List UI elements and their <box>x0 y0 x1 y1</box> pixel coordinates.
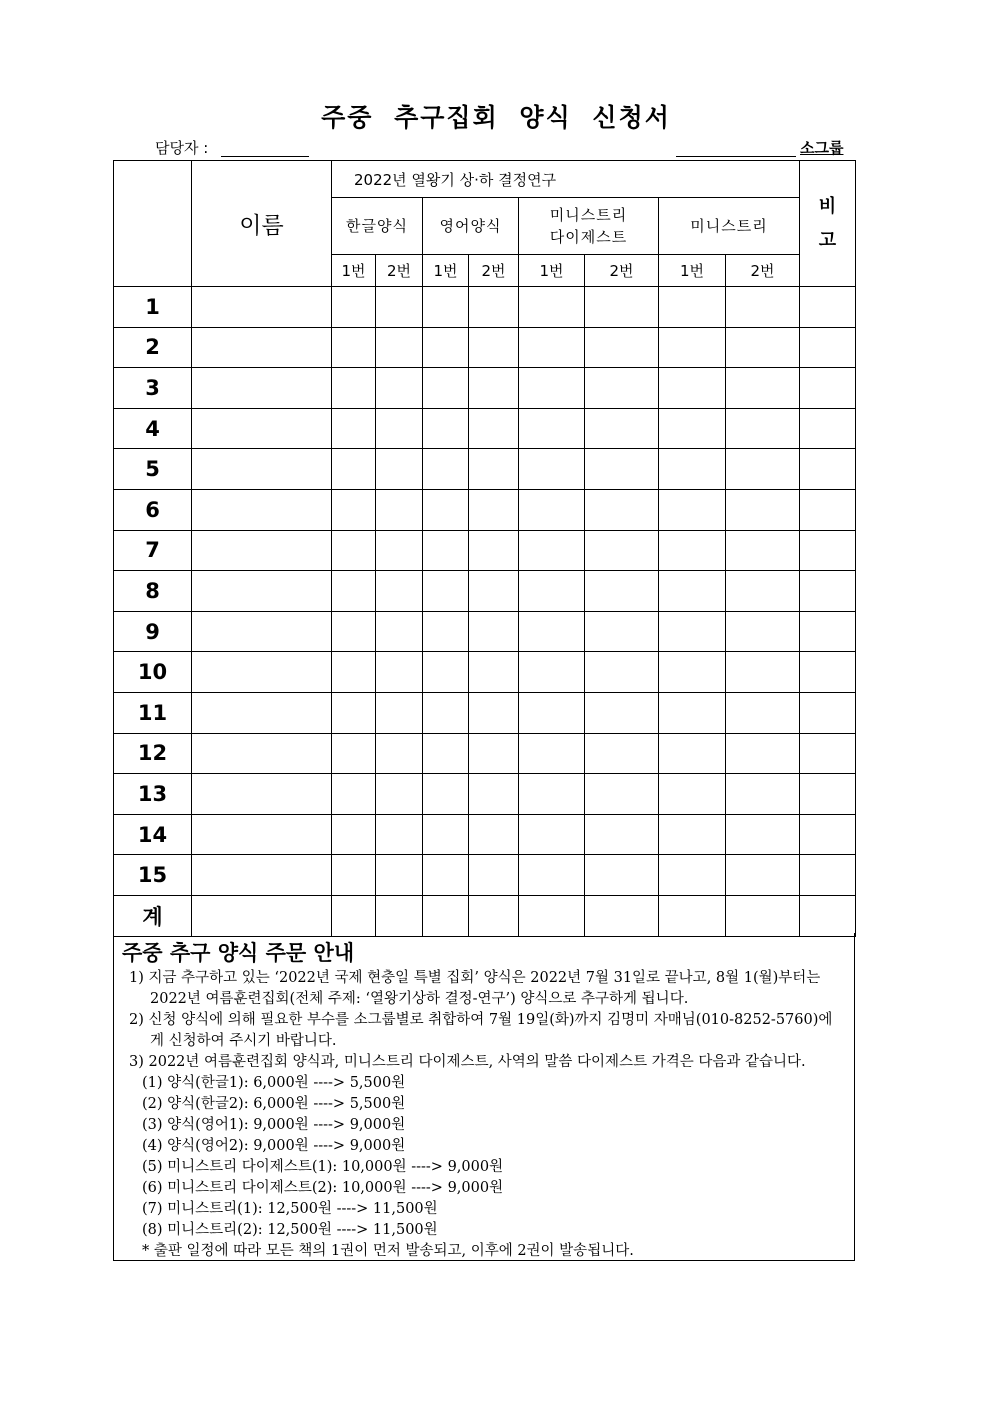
volume-header: 2번 <box>376 255 423 287</box>
name-cell[interactable] <box>192 408 332 449</box>
quantity-cell[interactable] <box>726 571 800 612</box>
quantity-cell[interactable] <box>585 611 659 652</box>
price-line: (8) 미니스트리(2): 12,500원 ----> 11,500원 <box>142 1222 438 1238</box>
order-table <box>113 160 856 937</box>
quantity-cell[interactable] <box>659 733 726 774</box>
table-row <box>114 449 856 490</box>
quantity-cell[interactable] <box>423 408 469 449</box>
quantity-cell[interactable] <box>659 287 726 328</box>
quantity-cell[interactable] <box>423 692 469 733</box>
name-cell[interactable] <box>192 774 332 815</box>
quantity-cell[interactable] <box>376 855 423 896</box>
row-number: 9 <box>114 611 192 652</box>
name-cell[interactable] <box>192 855 332 896</box>
volume-header: 1번 <box>332 255 376 287</box>
quantity-cell[interactable] <box>585 489 659 530</box>
note-cell[interactable] <box>800 692 856 733</box>
note-cell[interactable] <box>800 368 856 409</box>
study-title: 2022년 열왕기 상·하 결정연구 <box>332 161 800 198</box>
quantity-cell[interactable] <box>585 287 659 328</box>
quantity-cell[interactable] <box>659 530 726 571</box>
quantity-cell[interactable] <box>423 327 469 368</box>
quantity-cell[interactable] <box>332 368 376 409</box>
table-row <box>114 652 856 693</box>
quantity-cell[interactable] <box>423 368 469 409</box>
group-header-line: 미니스트리 <box>549 206 628 224</box>
quantity-cell[interactable] <box>376 449 423 490</box>
quantity-cell[interactable] <box>585 571 659 612</box>
volume-header: 2번 <box>726 255 800 287</box>
quantity-cell[interactable] <box>469 327 519 368</box>
row-number: 12 <box>114 733 192 774</box>
row-number: 3 <box>114 368 192 409</box>
quantity-cell[interactable] <box>659 855 726 896</box>
quantity-cell[interactable] <box>469 408 519 449</box>
quantity-cell[interactable] <box>585 733 659 774</box>
quantity-cell[interactable] <box>519 774 585 815</box>
quantity-cell[interactable] <box>469 489 519 530</box>
notice-line: 2022년 여름훈련집회(전체 주제: ‘열왕기상하 결정-연구’) 양식으로 추구하게 됩니다. <box>150 991 689 1007</box>
quantity-cell[interactable] <box>469 855 519 896</box>
row-number: 8 <box>114 571 192 612</box>
row-number: 13 <box>114 774 192 815</box>
manager-label: 담당자 : <box>155 139 209 157</box>
quantity-cell[interactable] <box>332 855 376 896</box>
quantity-cell[interactable] <box>659 327 726 368</box>
volume-header: 2번 <box>469 255 519 287</box>
quantity-cell[interactable] <box>585 814 659 855</box>
table-row <box>114 895 856 936</box>
quantity-cell[interactable] <box>585 855 659 896</box>
name-cell[interactable] <box>192 814 332 855</box>
quantity-cell[interactable] <box>585 652 659 693</box>
quantity-cell[interactable] <box>332 611 376 652</box>
quantity-cell[interactable] <box>519 530 585 571</box>
quantity-cell[interactable] <box>519 327 585 368</box>
table-row <box>114 855 856 896</box>
group-header-korean <box>332 198 423 255</box>
notice-line: 게 신청하여 주시기 바랍니다. <box>150 1033 337 1049</box>
quantity-cell[interactable] <box>659 449 726 490</box>
quantity-cell[interactable] <box>519 368 585 409</box>
name-cell[interactable] <box>192 327 332 368</box>
quantity-cell[interactable] <box>376 408 423 449</box>
table-row <box>114 408 856 449</box>
quantity-cell[interactable] <box>376 652 423 693</box>
quantity-cell[interactable] <box>332 652 376 693</box>
quantity-cell[interactable] <box>469 692 519 733</box>
note-header <box>800 161 856 287</box>
note-cell[interactable] <box>800 733 856 774</box>
quantity-cell[interactable] <box>519 895 585 936</box>
quantity-cell[interactable] <box>423 449 469 490</box>
row-number: 계 <box>114 895 192 936</box>
quantity-cell[interactable] <box>376 611 423 652</box>
table-row <box>114 571 856 612</box>
quantity-cell[interactable] <box>659 774 726 815</box>
quantity-cell[interactable] <box>376 733 423 774</box>
quantity-cell[interactable] <box>376 530 423 571</box>
name-cell[interactable] <box>192 692 332 733</box>
quantity-cell[interactable] <box>332 530 376 571</box>
quantity-cell[interactable] <box>469 895 519 936</box>
price-line: (5) 미니스트리 다이제스트(1): 10,000원 ----> 9,000원 <box>142 1159 504 1175</box>
quantity-cell[interactable] <box>469 449 519 490</box>
quantity-cell[interactable] <box>469 611 519 652</box>
quantity-cell[interactable] <box>726 489 800 530</box>
quantity-cell[interactable] <box>726 652 800 693</box>
volume-header: 1번 <box>519 255 585 287</box>
quantity-cell[interactable] <box>423 571 469 612</box>
row-number: 4 <box>114 408 192 449</box>
row-number: 10 <box>114 652 192 693</box>
group-header-line: 한글양식 <box>346 217 408 235</box>
quantity-cell[interactable] <box>332 449 376 490</box>
quantity-cell[interactable] <box>726 368 800 409</box>
note-cell[interactable] <box>800 571 856 612</box>
quantity-cell[interactable] <box>469 530 519 571</box>
group-label: 소그룹 <box>800 139 844 157</box>
price-line: (6) 미니스트리 다이제스트(2): 10,000원 ----> 9,000원 <box>142 1180 504 1196</box>
group-header-line: 다이제스트 <box>549 228 628 246</box>
price-line: (1) 양식(한글1): 6,000원 ----> 5,500원 <box>142 1075 406 1091</box>
quantity-cell[interactable] <box>726 449 800 490</box>
note-cell[interactable] <box>800 652 856 693</box>
quantity-cell[interactable] <box>585 368 659 409</box>
quantity-cell[interactable] <box>469 287 519 328</box>
quantity-cell[interactable] <box>423 611 469 652</box>
quantity-cell[interactable] <box>585 530 659 571</box>
quantity-cell[interactable] <box>585 449 659 490</box>
quantity-cell[interactable] <box>332 692 376 733</box>
row-number: 14 <box>114 814 192 855</box>
name-cell[interactable] <box>192 449 332 490</box>
name-cell[interactable] <box>192 489 332 530</box>
corner-cell <box>114 161 192 287</box>
name-header: 이름 <box>192 161 332 287</box>
quantity-cell[interactable] <box>423 652 469 693</box>
quantity-cell[interactable] <box>659 489 726 530</box>
name-cell[interactable] <box>192 611 332 652</box>
volume-header: 1번 <box>659 255 726 287</box>
name-cell[interactable] <box>192 652 332 693</box>
quantity-cell[interactable] <box>423 814 469 855</box>
table-row <box>114 814 856 855</box>
quantity-cell[interactable] <box>423 733 469 774</box>
quantity-cell[interactable] <box>332 327 376 368</box>
quantity-cell[interactable] <box>376 895 423 936</box>
note-cell[interactable] <box>800 489 856 530</box>
table-row <box>114 692 856 733</box>
quantity-cell[interactable] <box>659 611 726 652</box>
quantity-cell[interactable] <box>726 287 800 328</box>
quantity-cell[interactable] <box>659 814 726 855</box>
quantity-cell[interactable] <box>519 408 585 449</box>
quantity-cell[interactable] <box>726 774 800 815</box>
quantity-cell[interactable] <box>659 408 726 449</box>
quantity-cell[interactable] <box>659 895 726 936</box>
quantity-cell[interactable] <box>423 489 469 530</box>
page-title: 주중 추구집회 양식 신청서 <box>321 103 671 132</box>
quantity-cell[interactable] <box>423 530 469 571</box>
note-cell[interactable] <box>800 611 856 652</box>
quantity-cell[interactable] <box>469 814 519 855</box>
name-cell[interactable] <box>192 571 332 612</box>
quantity-cell[interactable] <box>332 895 376 936</box>
quantity-cell[interactable] <box>519 652 585 693</box>
quantity-cell[interactable] <box>659 692 726 733</box>
quantity-cell[interactable] <box>726 895 800 936</box>
quantity-cell[interactable] <box>376 774 423 815</box>
quantity-cell[interactable] <box>332 489 376 530</box>
table-row <box>114 611 856 652</box>
note-cell[interactable] <box>800 530 856 571</box>
notice-line: 2) 신청 양식에 의해 필요한 부수를 소그룹별로 취합하여 7월 19일(화)까지 김명미 자매님(010-8252-5760)에 <box>129 1012 833 1028</box>
quantity-cell[interactable] <box>519 692 585 733</box>
note-cell[interactable] <box>800 774 856 815</box>
row-number: 2 <box>114 327 192 368</box>
quantity-cell[interactable] <box>726 611 800 652</box>
row-number: 11 <box>114 692 192 733</box>
quantity-cell[interactable] <box>469 652 519 693</box>
quantity-cell[interactable] <box>659 652 726 693</box>
quantity-cell[interactable] <box>376 814 423 855</box>
quantity-cell[interactable] <box>423 774 469 815</box>
quantity-cell[interactable] <box>726 327 800 368</box>
price-line: (2) 양식(한글2): 6,000원 ----> 5,500원 <box>142 1096 406 1112</box>
quantity-cell[interactable] <box>469 571 519 612</box>
table-row <box>114 327 856 368</box>
notice-line: 1) 지금 추구하고 있는 ‘2022년 국제 현충일 특별 집회’ 양식은 2022년 7월 31일로 끝나고, 8월 1(월)부터는 <box>129 970 821 986</box>
quantity-cell[interactable] <box>585 327 659 368</box>
row-number: 1 <box>114 287 192 328</box>
name-cell[interactable] <box>192 733 332 774</box>
notice-footnote: * 출판 일정에 따라 모든 책의 1권이 먼저 발송되고, 이후에 2권이 발송됩니다. <box>142 1243 634 1259</box>
quantity-cell[interactable] <box>376 489 423 530</box>
group-header-line: 미니스트리 <box>690 217 768 235</box>
group-input-line[interactable] <box>676 156 796 157</box>
quantity-cell[interactable] <box>469 733 519 774</box>
row-number: 15 <box>114 855 192 896</box>
group-header-line: 영어양식 <box>439 217 502 235</box>
quantity-cell[interactable] <box>726 855 800 896</box>
quantity-cell[interactable] <box>726 733 800 774</box>
price-line: (4) 양식(영어2): 9,000원 ----> 9,000원 <box>142 1138 406 1154</box>
quantity-cell[interactable] <box>376 327 423 368</box>
note-cell[interactable] <box>800 449 856 490</box>
quantity-cell[interactable] <box>726 692 800 733</box>
name-cell[interactable] <box>192 287 332 328</box>
quantity-cell[interactable] <box>726 814 800 855</box>
quantity-cell[interactable] <box>423 895 469 936</box>
quantity-cell[interactable] <box>726 408 800 449</box>
quantity-cell[interactable] <box>469 368 519 409</box>
quantity-cell[interactable] <box>585 692 659 733</box>
note-cell[interactable] <box>800 287 856 328</box>
notice-title: 주중 추구 양식 주문 안내 <box>122 941 355 965</box>
quantity-cell[interactable] <box>585 895 659 936</box>
quantity-cell[interactable] <box>332 774 376 815</box>
table-row <box>114 774 856 815</box>
name-cell[interactable] <box>192 530 332 571</box>
volume-header: 1번 <box>423 255 469 287</box>
quantity-cell[interactable] <box>332 571 376 612</box>
name-cell[interactable] <box>192 368 332 409</box>
note-cell[interactable] <box>800 327 856 368</box>
quantity-cell[interactable] <box>659 571 726 612</box>
quantity-cell[interactable] <box>519 489 585 530</box>
quantity-cell[interactable] <box>332 733 376 774</box>
quantity-cell[interactable] <box>726 530 800 571</box>
quantity-cell[interactable] <box>519 571 585 612</box>
quantity-cell[interactable] <box>469 774 519 815</box>
manager-input-line[interactable] <box>221 156 309 157</box>
group-header-english <box>423 198 519 255</box>
quantity-cell[interactable] <box>519 814 585 855</box>
quantity-cell[interactable] <box>519 611 585 652</box>
group-header-ministry-digest <box>519 198 659 255</box>
price-line: (7) 미니스트리(1): 12,500원 ----> 11,500원 <box>142 1201 438 1217</box>
quantity-cell[interactable] <box>585 774 659 815</box>
name-cell[interactable] <box>192 895 332 936</box>
quantity-cell[interactable] <box>585 408 659 449</box>
quantity-cell[interactable] <box>332 814 376 855</box>
group-header-ministry <box>659 198 800 255</box>
quantity-cell[interactable] <box>519 287 585 328</box>
quantity-cell[interactable] <box>376 692 423 733</box>
note-header-line: 비 <box>818 195 837 217</box>
row-number: 6 <box>114 489 192 530</box>
price-line: (3) 양식(영어1): 9,000원 ----> 9,000원 <box>142 1117 406 1133</box>
note-cell[interactable] <box>800 814 856 855</box>
note-cell[interactable] <box>800 895 856 936</box>
table-row <box>114 489 856 530</box>
table-row <box>114 733 856 774</box>
quantity-cell[interactable] <box>332 408 376 449</box>
quantity-cell[interactable] <box>376 571 423 612</box>
quantity-cell[interactable] <box>332 287 376 328</box>
notice-line: 3) 2022년 여름훈련집회 양식과, 미니스트리 다이제스트, 사역의 말씀 다이제스트 가격은 다음과 같습니다. <box>129 1054 806 1070</box>
note-header-line: 고 <box>818 229 837 251</box>
table-row <box>114 287 856 328</box>
quantity-cell[interactable] <box>519 855 585 896</box>
table-row <box>114 530 856 571</box>
row-number: 7 <box>114 530 192 571</box>
note-cell[interactable] <box>800 855 856 896</box>
row-number: 5 <box>114 449 192 490</box>
quantity-cell[interactable] <box>423 855 469 896</box>
quantity-cell[interactable] <box>519 733 585 774</box>
order-notice <box>113 933 855 1261</box>
quantity-cell[interactable] <box>659 368 726 409</box>
quantity-cell[interactable] <box>423 287 469 328</box>
volume-header: 2번 <box>585 255 659 287</box>
table-row <box>114 368 856 409</box>
quantity-cell[interactable] <box>376 368 423 409</box>
quantity-cell[interactable] <box>376 287 423 328</box>
note-cell[interactable] <box>800 408 856 449</box>
quantity-cell[interactable] <box>519 449 585 490</box>
